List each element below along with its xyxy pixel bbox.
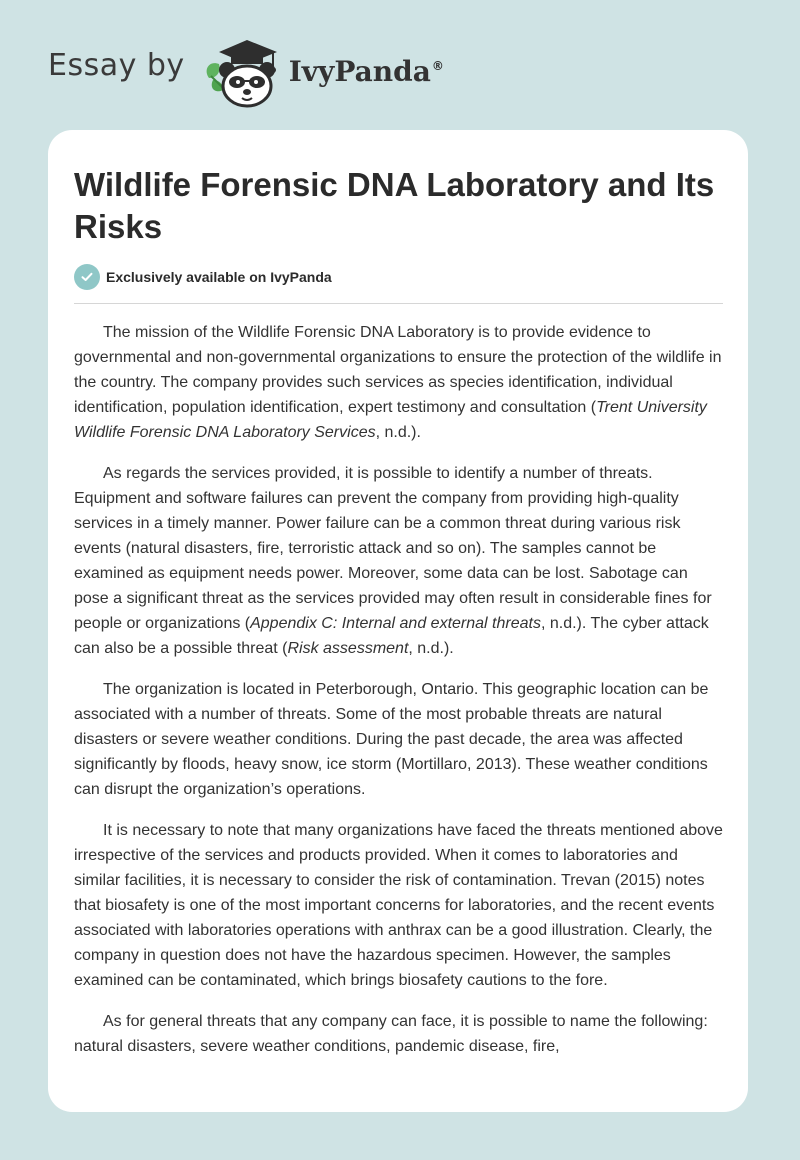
brand-label: IvyPanda [288,54,431,88]
divider [74,303,723,304]
paragraph-text: It is necessary to note that many organizations have faced the threats mentioned above irrespective of the services and products provided. When it comes to laboratories and similar facilities, it is necessary to consider the risk of contamination. Trevan (2015) notes that biosafety is one of the most important concerns for laboratories, and the recent events associated with laboratories operations with anthrax can be a good illustration. Clearly, the company in question does not have the hazardous specimen. However, the samples examined can be contaminated, which brings biosafety cautions to the fore. [74,822,723,989]
paragraph-2 [74,461,724,661]
paragraph-1 [74,320,724,445]
paragraph-text: , n.d.). [375,424,421,441]
paragraph-text: , n.d.). [408,640,454,657]
check-circle-icon [74,264,100,290]
essay-body [74,320,724,1075]
citation-italic: Trent University Wildlife Forensic DNA Laboratory Services [74,399,707,441]
panda-graduate-logo-icon[interactable] [199,30,285,110]
paragraph-text: , n.d.). The cyber attack can also be a possible threat ( [74,615,709,657]
essay-title: Wildlife Forensic DNA Laboratory and Its Risks [74,166,715,245]
registered-mark: ® [431,59,444,74]
citation-italic: Risk assessment [287,640,409,657]
badge-text: Exclusively available on IvyPanda [106,269,332,285]
paragraph-3 [74,677,724,802]
paragraph-5 [74,1009,724,1059]
paragraph-text: As for general threats that any company can face, it is possible to name the following: natural disasters, severe weather conditions, pandemic disease, fire, [74,1013,708,1055]
paragraph-text: The mission of the Wildlife Forensic DNA Laboratory is to provide evidence to governmental and non-governmental organizations to ensure the protection of the wildlife in the country. The company provides such services as species identification, individual identification, population identification, expert testimony and consultation ( [74,324,722,416]
paragraph-4 [74,818,724,993]
essay-card [48,130,748,1112]
paragraph-text: The organization is located in Peterborough, Ontario. This geographic location can be associated with a number of threats. Some of the most probable threats are natural disasters or severe weather conditions. During the past decade, the area was affected significantly by floods, heavy snow, ice storm (Mortillaro, 2013). These weather conditions can disrupt the organization’s operations. [74,681,709,798]
site-header [48,30,444,110]
paragraph-text: As regards the services provided, it is possible to identify a number of threats. Equipment and software failures can prevent the company from providing high-quality services in a timely manner. Power failure can be a common threat during various risk events (natural disasters, fire, terroristic attack and so on). The samples cannot be examined as equipment needs power. Moreover, some data can be lost. Sabotage can pose a significant threat as the services provided may often result in considerable fines for people or organizations ( [74,465,712,632]
exclusive-badge [74,264,332,290]
citation-italic: Appendix C: Internal and external threats [250,615,541,632]
essay-by-label: Essay by [48,47,185,83]
brand-name[interactable] [289,55,444,88]
